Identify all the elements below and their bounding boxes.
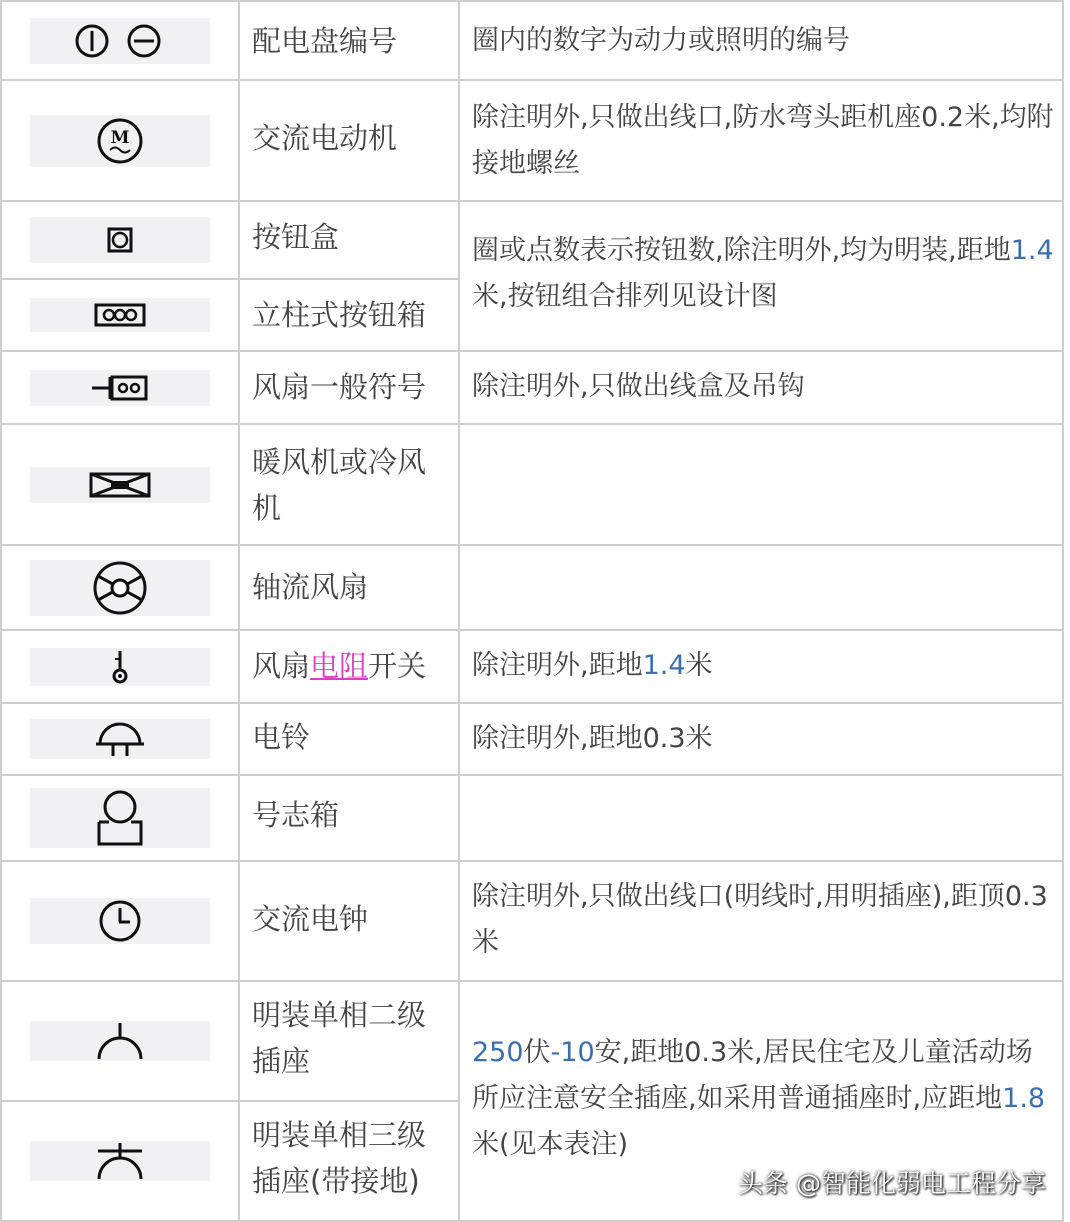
name-cell — [238, 860, 460, 982]
name-part: 开关 — [368, 649, 427, 683]
symbol-cell — [0, 544, 240, 631]
symbol-cell — [0, 1100, 240, 1222]
single-phase-2pole-socket-icon — [93, 1021, 147, 1061]
symbol-box — [30, 719, 210, 759]
desc-cell — [458, 860, 1064, 982]
symbol-name: 明装单相三级插座(带接地) — [252, 1118, 427, 1198]
symbol-cell — [0, 774, 240, 862]
single-phase-3pole-socket-icon — [92, 1141, 148, 1181]
desc-cell — [458, 629, 1064, 704]
symbol-box — [30, 298, 210, 332]
symbol-cell — [0, 0, 240, 81]
symbol-box — [30, 467, 210, 503]
symbol-cell — [0, 980, 240, 1102]
resistor-link[interactable]: 电阻 — [310, 649, 369, 683]
symbol-name: 电铃 — [252, 720, 311, 754]
symbol-cell — [0, 423, 240, 546]
symbol-box — [30, 115, 210, 167]
symbol-cell — [0, 200, 240, 280]
symbol-cell — [0, 702, 240, 776]
symbol-name: 按钮盒 — [252, 220, 340, 254]
name-cell — [238, 350, 460, 425]
ac-clock-icon — [97, 898, 143, 944]
name-cell — [238, 774, 460, 862]
desc-cell — [458, 544, 1064, 631]
name-cell — [238, 980, 460, 1102]
signal-box-icon — [93, 788, 147, 848]
button-box-icon — [107, 227, 133, 253]
symbol-name: 配电盘编号 — [252, 24, 398, 58]
symbol-name: 立柱式按钮箱 — [252, 298, 427, 332]
symbol-box — [30, 560, 210, 616]
symbol-box — [30, 217, 210, 263]
symbol-name — [252, 643, 426, 689]
name-part: 风扇 — [252, 649, 311, 683]
desc-cell — [458, 79, 1064, 202]
desc-cell — [458, 423, 1064, 546]
heater-cooler-fan-icon — [89, 472, 151, 498]
symbol-desc: 圈或点数表示按钮数,除注明外,均为明装,距地1.4米,按钮组合排列见设计图 — [472, 235, 1054, 312]
desc-cell — [458, 774, 1064, 862]
symbol-cell — [0, 860, 240, 982]
name-cell — [238, 200, 460, 280]
name-cell — [238, 79, 460, 202]
symbol-box — [30, 788, 210, 848]
name-cell — [238, 702, 460, 776]
name-cell — [238, 0, 460, 81]
desc-cell — [458, 0, 1064, 81]
symbol-name: 轴流风扇 — [252, 570, 369, 604]
symbol-name: 暖风机或冷风机 — [252, 445, 427, 525]
symbol-desc: 除注明外,距地1.4米 — [472, 650, 713, 681]
name-cell — [238, 423, 460, 546]
symbol-desc: 圈内的数字为动力或照明的编号 — [472, 25, 850, 56]
name-cell — [238, 1100, 460, 1222]
symbol-desc: 除注明外,只做出线盒及吊钩 — [472, 371, 805, 402]
ac-motor-icon — [95, 116, 145, 166]
symbol-name: 明装单相二级插座 — [252, 998, 427, 1078]
watermark: 头条 @智能化弱电工程分享 — [738, 1169, 1046, 1198]
symbol-cell — [0, 79, 240, 202]
fan-general-icon — [90, 373, 150, 403]
symbol-desc: 除注明外,距地0.3米 — [472, 723, 713, 754]
distribution-board-icons — [72, 21, 168, 61]
desc-cell — [458, 350, 1064, 425]
symbol-cell — [0, 629, 240, 704]
symbol-name: 交流电动机 — [252, 121, 398, 155]
electric-bell-icon — [94, 720, 146, 758]
desc-cell — [458, 702, 1064, 776]
symbol-box — [30, 1141, 210, 1181]
symbol-box — [30, 18, 210, 64]
svg-text:M: M — [110, 127, 130, 148]
fan-resistor-switch-icon — [109, 649, 131, 685]
symbol-desc: 除注明外,只做出线口,防水弯头距机座0.2米,均附接地螺丝 — [472, 102, 1054, 179]
symbol-box — [30, 370, 210, 406]
name-cell — [238, 278, 460, 352]
axial-fan-icon — [90, 560, 150, 616]
symbol-name: 交流电钟 — [252, 902, 369, 936]
symbol-box — [30, 1021, 210, 1061]
symbol-name: 号志箱 — [252, 798, 340, 832]
desc-cell — [458, 200, 1064, 352]
symbol-box — [30, 648, 210, 686]
symbol-desc: 250伏-10安,距地0.3米,居民住宅及儿童活动场所应注意安全插座,如采用普通插座时,应距地1.8米(见本表注) — [472, 1037, 1046, 1160]
symbol-desc: 除注明外,只做出线口(明线时,用明插座),距顶0.3米 — [472, 881, 1048, 958]
pillar-button-box-icon — [94, 303, 146, 327]
symbol-box — [30, 898, 210, 944]
symbol-cell — [0, 350, 240, 425]
symbol-name: 风扇一般符号 — [252, 370, 427, 404]
name-cell — [238, 629, 460, 704]
name-cell — [238, 544, 460, 631]
symbol-cell — [0, 278, 240, 352]
